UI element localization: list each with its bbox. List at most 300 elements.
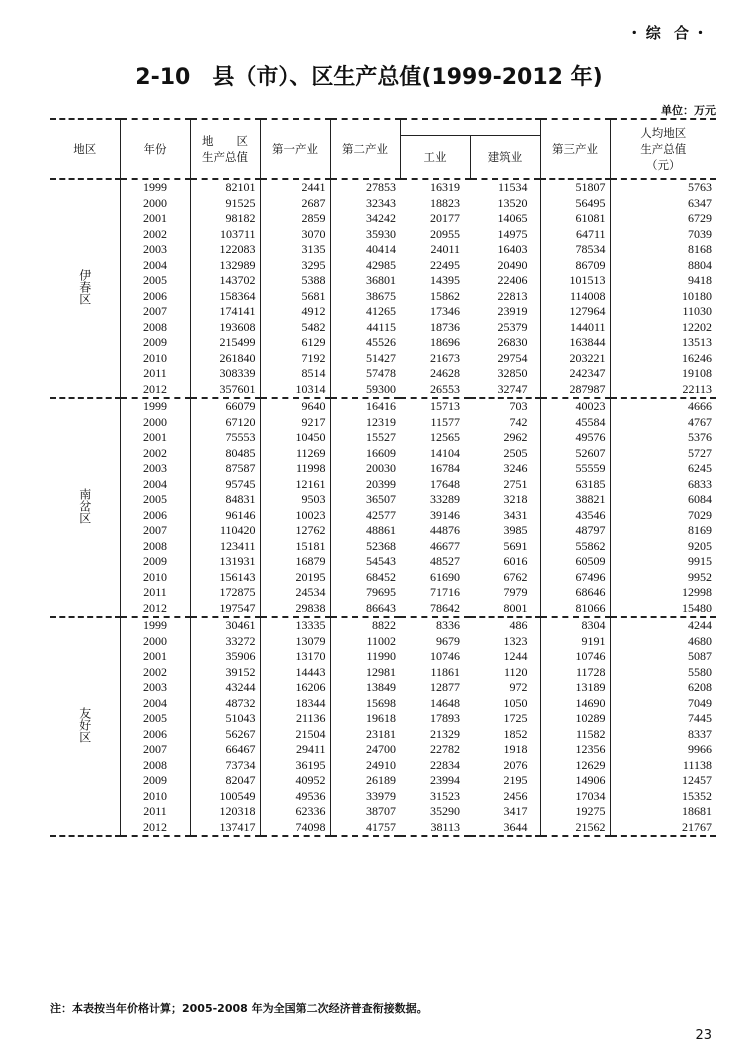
cell-industry: 46677 (430, 538, 460, 553)
cell-per-capita: 6729 (610, 211, 716, 227)
cell-per-capita: 9915 (610, 554, 716, 570)
cell-construction: 2751 (503, 476, 528, 491)
cell-secondary: 35930 (330, 227, 400, 243)
cell-gdp: 120318 (190, 804, 260, 820)
cell-primary: 13335 (260, 617, 330, 634)
cell-industry: 12877 (430, 680, 460, 695)
cell-year: 2011 (120, 804, 190, 820)
cell-industry: 39146 (430, 507, 460, 522)
cell-secondary: 16416 (330, 398, 400, 415)
cell-industry: 21673 (430, 350, 460, 365)
cell-primary: 2441 (260, 179, 330, 196)
col-header-gdp-line2: 生产总值 (202, 150, 248, 164)
cell-construction: 2962 (503, 430, 528, 445)
cell-per-capita: 9418 (610, 273, 716, 289)
cell-gdp: 132989 (190, 258, 260, 274)
cell-tertiary: 40023 (540, 398, 610, 415)
cell-secondary: 11990 (330, 649, 400, 665)
cell-industry: 22782 (430, 742, 460, 757)
cell-secondary: 36801 (330, 273, 400, 289)
cell-gdp: 80485 (190, 446, 260, 462)
cell-tertiary: 101513 (540, 273, 610, 289)
cell-secondary: 38707 (330, 804, 400, 820)
cell-secondary: 11002 (330, 634, 400, 650)
cell-tertiary: 56495 (540, 196, 610, 212)
cell-gdp: 193608 (190, 320, 260, 336)
cell-primary: 13079 (260, 634, 330, 650)
cell-industry: 33289 (430, 492, 460, 507)
cell-gdp: 96146 (190, 508, 260, 524)
cell-per-capita: 13513 (610, 335, 716, 351)
cell-primary: 11998 (260, 461, 330, 477)
table-row (50, 430, 716, 446)
cell-per-capita: 5376 (610, 430, 716, 446)
cell-gdp: 103711 (190, 227, 260, 243)
cell-tertiary: 49576 (540, 430, 610, 446)
cell-construction: 11534 (497, 180, 528, 195)
cell-per-capita: 4680 (610, 634, 716, 650)
cell-per-capita: 8337 (610, 727, 716, 743)
cell-gdp: 261840 (190, 351, 260, 367)
cell-construction: 5691 (503, 538, 528, 553)
unit-label: 单位：万元 (661, 104, 716, 117)
cell-construction: 32850 (497, 366, 528, 381)
cell-industry: 18823 (430, 195, 460, 210)
cell-tertiary: 64711 (540, 227, 610, 243)
cell-year: 1999 (120, 179, 190, 196)
cell-gdp: 67120 (190, 415, 260, 431)
cell-industry: 71716 (430, 585, 460, 600)
cell-year: 2005 (120, 273, 190, 289)
cell-secondary: 68452 (330, 570, 400, 586)
cell-industry: 11577 (430, 414, 460, 429)
cell-year: 2004 (120, 258, 190, 274)
cell-industry: 21329 (430, 726, 460, 741)
cell-gdp: 56267 (190, 727, 260, 743)
cell-gdp: 143702 (190, 273, 260, 289)
cell-gdp: 137417 (190, 820, 260, 837)
region-name: 南岔区 (77, 487, 92, 524)
page-number: 23 (695, 1028, 712, 1043)
table-row (50, 242, 716, 258)
cell-per-capita: 6347 (610, 196, 716, 212)
cell-year: 2008 (120, 320, 190, 336)
cell-construction: 25379 (497, 319, 528, 334)
cell-year: 2002 (120, 227, 190, 243)
col-header-primary: 第一产业 (260, 119, 330, 179)
cell-year: 2004 (120, 696, 190, 712)
cell-primary: 9640 (260, 398, 330, 415)
cell-secondary: 52368 (330, 539, 400, 555)
cell-year: 2010 (120, 789, 190, 805)
cell-primary: 3070 (260, 227, 330, 243)
cell-year: 2007 (120, 304, 190, 320)
table-row (50, 335, 716, 351)
col-header-tertiary: 第三产业 (540, 119, 610, 179)
cell-construction: 14975 (497, 226, 528, 241)
cell-construction: 1725 (503, 711, 528, 726)
cell-per-capita: 10180 (610, 289, 716, 305)
cell-secondary: 42985 (330, 258, 400, 274)
table-row (50, 585, 716, 601)
cell-per-capita: 19108 (610, 366, 716, 382)
cell-primary: 6129 (260, 335, 330, 351)
cell-tertiary: 67496 (540, 570, 610, 586)
cell-primary: 13170 (260, 649, 330, 665)
cell-gdp: 172875 (190, 585, 260, 601)
cell-year: 2007 (120, 523, 190, 539)
table-row (50, 554, 716, 570)
table-row (50, 539, 716, 555)
cell-construction: 3417 (503, 804, 528, 819)
table-row (50, 415, 716, 431)
cell-secondary: 34242 (330, 211, 400, 227)
col-header-gdp (190, 119, 260, 179)
cell-tertiary: 51807 (540, 179, 610, 196)
cell-tertiary: 52607 (540, 446, 610, 462)
cell-industry: 16319 (430, 180, 460, 195)
cell-industry: 48527 (430, 554, 460, 569)
cell-construction: 3985 (503, 523, 528, 538)
cell-year: 2003 (120, 461, 190, 477)
cell-secondary: 32343 (330, 196, 400, 212)
cell-gdp: 75553 (190, 430, 260, 446)
cell-secondary: 36507 (330, 492, 400, 508)
cell-primary: 11269 (260, 446, 330, 462)
cell-gdp: 174141 (190, 304, 260, 320)
cell-year: 2006 (120, 289, 190, 305)
cell-per-capita: 4666 (610, 398, 716, 415)
cell-primary: 3295 (260, 258, 330, 274)
cell-industry: 11861 (430, 664, 460, 679)
cell-construction: 6762 (503, 569, 528, 584)
cell-primary: 14443 (260, 665, 330, 681)
cell-primary: 20195 (260, 570, 330, 586)
cell-secondary: 54543 (330, 554, 400, 570)
cell-secondary: 79695 (330, 585, 400, 601)
cell-construction: 20490 (497, 257, 528, 272)
cell-year: 2009 (120, 554, 190, 570)
cell-year: 2012 (120, 820, 190, 837)
cell-year: 2010 (120, 351, 190, 367)
cell-gdp: 82101 (190, 179, 260, 196)
table-body (50, 179, 716, 836)
cell-tertiary: 8304 (540, 617, 610, 634)
col-header-industry: 工业 (400, 136, 470, 180)
cell-industry: 18736 (430, 319, 460, 334)
cell-primary: 74098 (260, 820, 330, 837)
cell-tertiary: 10289 (540, 711, 610, 727)
cell-tertiary: 127964 (540, 304, 610, 320)
cell-primary: 16879 (260, 554, 330, 570)
cell-per-capita: 5727 (610, 446, 716, 462)
cell-construction: 3218 (503, 492, 528, 507)
cell-gdp: 39152 (190, 665, 260, 681)
cell-industry: 17893 (430, 711, 460, 726)
cell-construction: 26830 (497, 335, 528, 350)
table-row (50, 446, 716, 462)
cell-tertiary: 17034 (540, 789, 610, 805)
cell-gdp: 123411 (190, 539, 260, 555)
cell-primary: 24534 (260, 585, 330, 601)
cell-gdp: 122083 (190, 242, 260, 258)
cell-primary: 62336 (260, 804, 330, 820)
cell-tertiary: 38821 (540, 492, 610, 508)
cell-gdp: 35906 (190, 649, 260, 665)
cell-primary: 40952 (260, 773, 330, 789)
cell-primary: 9217 (260, 415, 330, 431)
cell-secondary: 41757 (330, 820, 400, 837)
cell-tertiary: 287987 (540, 382, 610, 399)
cell-tertiary: 81066 (540, 601, 610, 618)
cell-tertiary: 86709 (540, 258, 610, 274)
cell-primary: 12762 (260, 523, 330, 539)
cell-gdp: 84831 (190, 492, 260, 508)
col-header-per-capita (610, 119, 716, 179)
cell-primary: 15181 (260, 539, 330, 555)
cell-secondary: 24700 (330, 742, 400, 758)
cell-secondary: 12981 (330, 665, 400, 681)
cell-tertiary: 144011 (540, 320, 610, 336)
cell-year: 2005 (120, 711, 190, 727)
cell-per-capita: 18681 (610, 804, 716, 820)
cell-construction: 2505 (503, 445, 528, 460)
cell-year: 2005 (120, 492, 190, 508)
table-row (50, 727, 716, 743)
cell-gdp: 48732 (190, 696, 260, 712)
cell-per-capita: 22113 (610, 382, 716, 399)
cell-gdp: 66079 (190, 398, 260, 415)
table-row (50, 289, 716, 305)
table-row (50, 461, 716, 477)
cell-tertiary: 60509 (540, 554, 610, 570)
region-label (50, 398, 120, 617)
cell-primary: 21504 (260, 727, 330, 743)
col-header-secondary: 第二产业 (330, 119, 400, 179)
table-row (50, 304, 716, 320)
cell-tertiary: 9191 (540, 634, 610, 650)
cell-year: 2003 (120, 242, 190, 258)
cell-secondary: 40414 (330, 242, 400, 258)
cell-per-capita: 9952 (610, 570, 716, 586)
cell-industry: 26553 (400, 382, 470, 399)
cell-year: 2008 (120, 539, 190, 555)
table-row (50, 570, 716, 586)
cell-tertiary: 55862 (540, 539, 610, 555)
cell-year: 2004 (120, 477, 190, 493)
cell-gdp: 156143 (190, 570, 260, 586)
region-name: 友好区 (77, 706, 92, 743)
cell-year: 2010 (120, 570, 190, 586)
cell-construction: 1050 (503, 695, 528, 710)
cell-secondary: 8822 (330, 617, 400, 634)
cell-construction: 22406 (497, 273, 528, 288)
cell-primary: 12161 (260, 477, 330, 493)
table-row (50, 492, 716, 508)
cell-gdp: 98182 (190, 211, 260, 227)
cell-secondary: 45526 (330, 335, 400, 351)
cell-year: 2002 (120, 665, 190, 681)
cell-tertiary: 163844 (540, 335, 610, 351)
cell-industry: 18696 (430, 335, 460, 350)
cell-primary: 29838 (260, 601, 330, 618)
cell-year: 2002 (120, 446, 190, 462)
cell-per-capita: 7039 (610, 227, 716, 243)
cell-industry: 14648 (430, 695, 460, 710)
cell-primary: 10023 (260, 508, 330, 524)
cell-tertiary: 11582 (540, 727, 610, 743)
cell-year: 2001 (120, 430, 190, 446)
cell-per-capita: 5087 (610, 649, 716, 665)
cell-gdp: 73734 (190, 758, 260, 774)
cell-gdp: 82047 (190, 773, 260, 789)
cell-primary: 16206 (260, 680, 330, 696)
cell-industry: 22495 (430, 257, 460, 272)
cell-secondary: 27853 (330, 179, 400, 196)
cell-industry: 14104 (430, 445, 460, 460)
cell-construction: 1244 (503, 649, 528, 664)
cell-per-capita: 5580 (610, 665, 716, 681)
cell-industry: 44876 (430, 523, 460, 538)
cell-industry: 9679 (436, 633, 460, 648)
cell-construction: 2076 (503, 757, 528, 772)
cell-secondary: 15527 (330, 430, 400, 446)
table-row (50, 179, 716, 196)
cell-primary: 18344 (260, 696, 330, 712)
cell-per-capita: 5763 (610, 179, 716, 196)
cell-industry: 61690 (430, 569, 460, 584)
cell-secondary: 86643 (330, 601, 400, 618)
cell-year: 2001 (120, 211, 190, 227)
cell-secondary: 48861 (330, 523, 400, 539)
cell-primary: 10314 (260, 382, 330, 399)
cell-industry: 17648 (430, 476, 460, 491)
cell-industry: 12565 (430, 430, 460, 445)
table-row (50, 398, 716, 415)
cell-per-capita: 7049 (610, 696, 716, 712)
table-row (50, 804, 716, 820)
cell-construction: 972 (509, 680, 528, 695)
cell-tertiary: 61081 (540, 211, 610, 227)
cell-year: 2006 (120, 508, 190, 524)
table-row (50, 227, 716, 243)
cell-industry: 78642 (400, 601, 470, 618)
table-row (50, 211, 716, 227)
cell-year: 2009 (120, 335, 190, 351)
cell-per-capita: 11138 (610, 758, 716, 774)
cell-tertiary: 14690 (540, 696, 610, 712)
cell-year: 2001 (120, 649, 190, 665)
table-row (50, 351, 716, 367)
cell-per-capita: 16246 (610, 351, 716, 367)
cell-construction: 22813 (497, 288, 528, 303)
cell-industry: 35290 (430, 804, 460, 819)
cell-industry: 31523 (430, 788, 460, 803)
cell-tertiary: 63185 (540, 477, 610, 493)
cell-tertiary: 19275 (540, 804, 610, 820)
cell-secondary: 42577 (330, 508, 400, 524)
cell-gdp: 110420 (190, 523, 260, 539)
cell-secondary: 12319 (330, 415, 400, 431)
table-row (50, 742, 716, 758)
table-row (50, 601, 716, 618)
cell-industry: 24011 (430, 242, 460, 257)
cell-tertiary: 55559 (540, 461, 610, 477)
table-row (50, 758, 716, 774)
cell-industry: 22834 (430, 757, 460, 772)
table-row (50, 196, 716, 212)
cell-secondary: 59300 (330, 382, 400, 399)
cell-per-capita: 6084 (610, 492, 716, 508)
cell-tertiary: 12629 (540, 758, 610, 774)
cell-secondary: 33979 (330, 789, 400, 805)
cell-secondary: 13849 (330, 680, 400, 696)
cell-secondary: 16609 (330, 446, 400, 462)
col-header-secondary-spacer (400, 119, 540, 136)
col-header-per-capita-line1: 人均地区 (640, 126, 687, 140)
cell-construction: 16403 (497, 242, 528, 257)
col-header-gdp-line1: 地 区 (202, 134, 248, 148)
cell-industry: 38113 (400, 820, 470, 837)
cell-per-capita: 4244 (610, 617, 716, 634)
table-row (50, 523, 716, 539)
cell-per-capita: 15480 (610, 601, 716, 618)
cell-construction: 1852 (503, 726, 528, 741)
table-row (50, 366, 716, 382)
cell-gdp: 43244 (190, 680, 260, 696)
cell-construction: 2195 (503, 773, 528, 788)
cell-tertiary: 43546 (540, 508, 610, 524)
cell-industry: 24628 (430, 366, 460, 381)
col-header-year: 年份 (120, 119, 190, 179)
cell-per-capita: 12457 (610, 773, 716, 789)
cell-year: 1999 (120, 617, 190, 634)
cell-gdp: 51043 (190, 711, 260, 727)
cell-year: 2011 (120, 366, 190, 382)
table-row (50, 634, 716, 650)
cell-gdp: 30461 (190, 617, 260, 634)
table-row (50, 696, 716, 712)
cell-construction: 13520 (497, 195, 528, 210)
cell-per-capita: 4767 (610, 415, 716, 431)
cell-year: 2006 (120, 727, 190, 743)
cell-tertiary: 114008 (540, 289, 610, 305)
table-row (50, 711, 716, 727)
cell-primary: 7192 (260, 351, 330, 367)
table-row (50, 649, 716, 665)
cell-industry: 16784 (430, 461, 460, 476)
cell-year: 2012 (120, 601, 190, 618)
cell-tertiary: 13189 (540, 680, 610, 696)
cell-gdp: 308339 (190, 366, 260, 382)
cell-construction: 742 (509, 414, 528, 429)
section-tag: ・综 合・ (626, 24, 712, 42)
cell-gdp: 95745 (190, 477, 260, 493)
cell-secondary: 26189 (330, 773, 400, 789)
cell-per-capita: 6208 (610, 680, 716, 696)
cell-per-capita: 7445 (610, 711, 716, 727)
cell-industry: 20177 (430, 211, 460, 226)
cell-tertiary: 12356 (540, 742, 610, 758)
cell-secondary: 41265 (330, 304, 400, 320)
table-row (50, 508, 716, 524)
cell-construction: 3246 (503, 461, 528, 476)
cell-secondary: 23181 (330, 727, 400, 743)
cell-tertiary: 203221 (540, 351, 610, 367)
cell-industry: 8336 (436, 618, 460, 633)
region-label (50, 179, 120, 398)
cell-tertiary: 14906 (540, 773, 610, 789)
